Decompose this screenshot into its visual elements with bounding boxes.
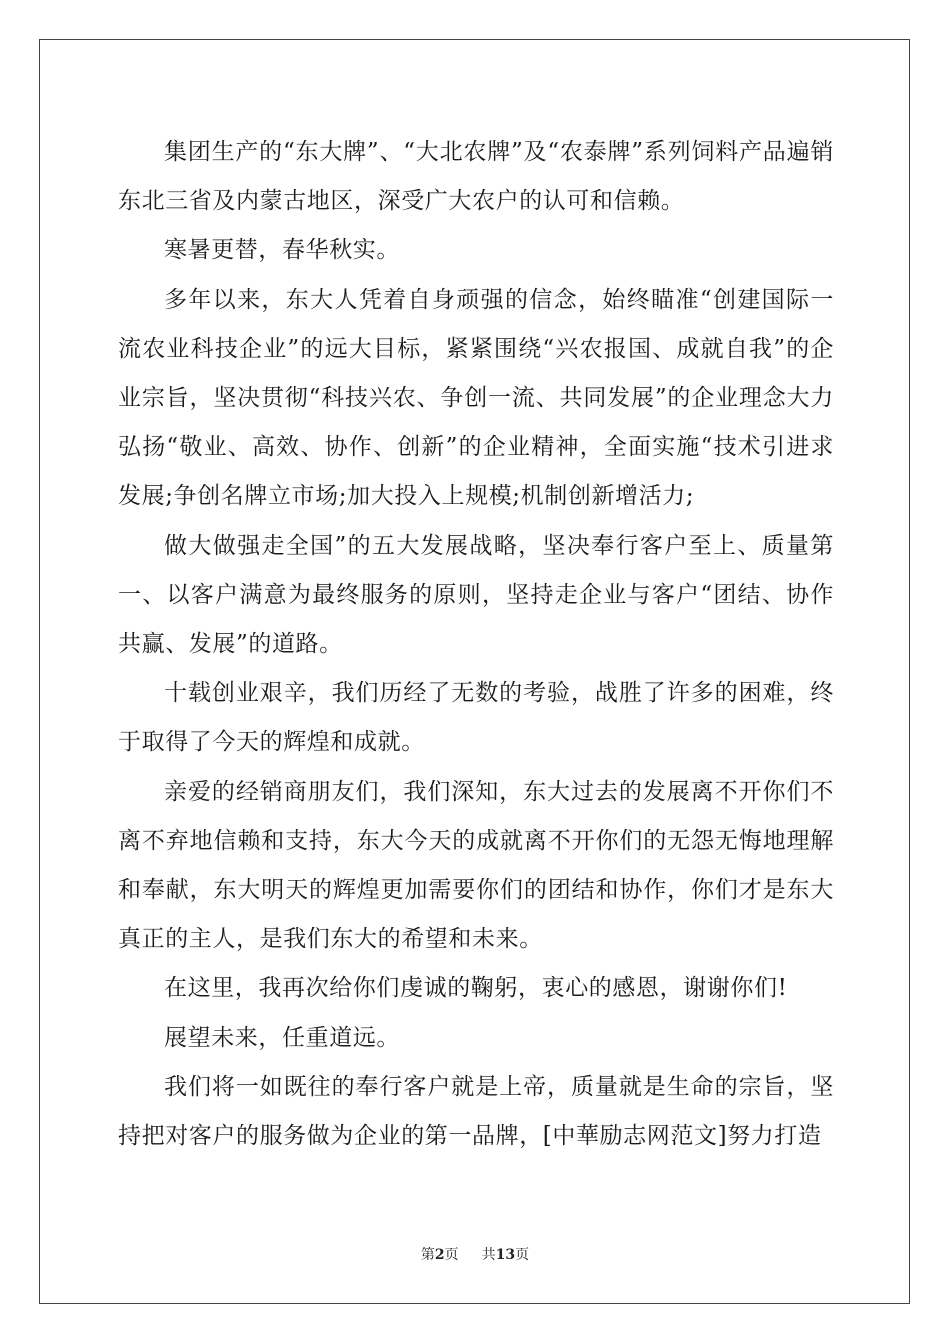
- page-suffix: 页: [444, 1247, 459, 1263]
- paragraph-7: 在这里，我再次给你们虔诚的鞠躬，衷心的感恩，谢谢你们!: [164, 975, 788, 1002]
- paragraph-4: 做大做强走全国”的五大发展战略，坚决奉行客户至上、质量第一、以客户满意为最终服务的原则，坚持走企业与客户“团结、协作共赢、发展”的道路。: [118, 532, 834, 658]
- paragraph-8: 展望未来，任重道远。: [164, 1024, 400, 1051]
- document-body: [118, 128, 834, 1161]
- page-footer: [0, 1244, 950, 1264]
- page-current: 2: [434, 1247, 445, 1263]
- page-prefix: 第: [420, 1247, 435, 1263]
- page-number: [421, 1244, 459, 1264]
- total-prefix: 共: [481, 1247, 496, 1263]
- paragraph-3: 多年以来，东大人凭着自身顽强的信念，始终瞄准“创建国际一流农业科技企业”的远大目标，紧紧围绕“兴农报国、成就自我”的企业宗旨，坚决贯彻“科技兴农、争创一流、共同发展”的企业理念大力弘扬“敬业、高效、协作、创新”的企业精神，全面实施“技术引进求发展;争创名牌立市场;加大投入上规模;机制创新增活力;: [118, 286, 834, 510]
- paragraph-9: 我们将一如既往的奉行客户就是上帝，质量就是生命的宗旨，坚持把对客户的服务做为企业的第一品牌，[中華励志网范文]努力打造: [118, 1073, 834, 1150]
- total-count: 13: [495, 1247, 516, 1263]
- paragraph-5: 十载创业艰辛，我们历经了无数的考验，战胜了许多的困难，终于取得了今天的辉煌和成就。: [118, 680, 834, 756]
- paragraph-1: 集团生产的“东大牌”、“大北农牌”及“农泰牌”系列饲料产品遍销东北三省及内蒙古地区，深受广大农户的认可和信赖。: [118, 139, 834, 215]
- total-suffix: 页: [515, 1247, 530, 1263]
- page-total: [482, 1244, 529, 1264]
- paragraph-2: 寒暑更替，春华秋实。: [164, 237, 400, 264]
- paragraph-6: 亲爱的经销商朋友们，我们深知，东大过去的发展离不开你们不离不弃地信赖和支持，东大今天的成就离不开你们的无怨无悔地理解和奉献，东大明天的辉煌更加需要你们的团结和协作，你们才是东大真正的主人，是我们东大的希望和未来。: [118, 778, 834, 953]
